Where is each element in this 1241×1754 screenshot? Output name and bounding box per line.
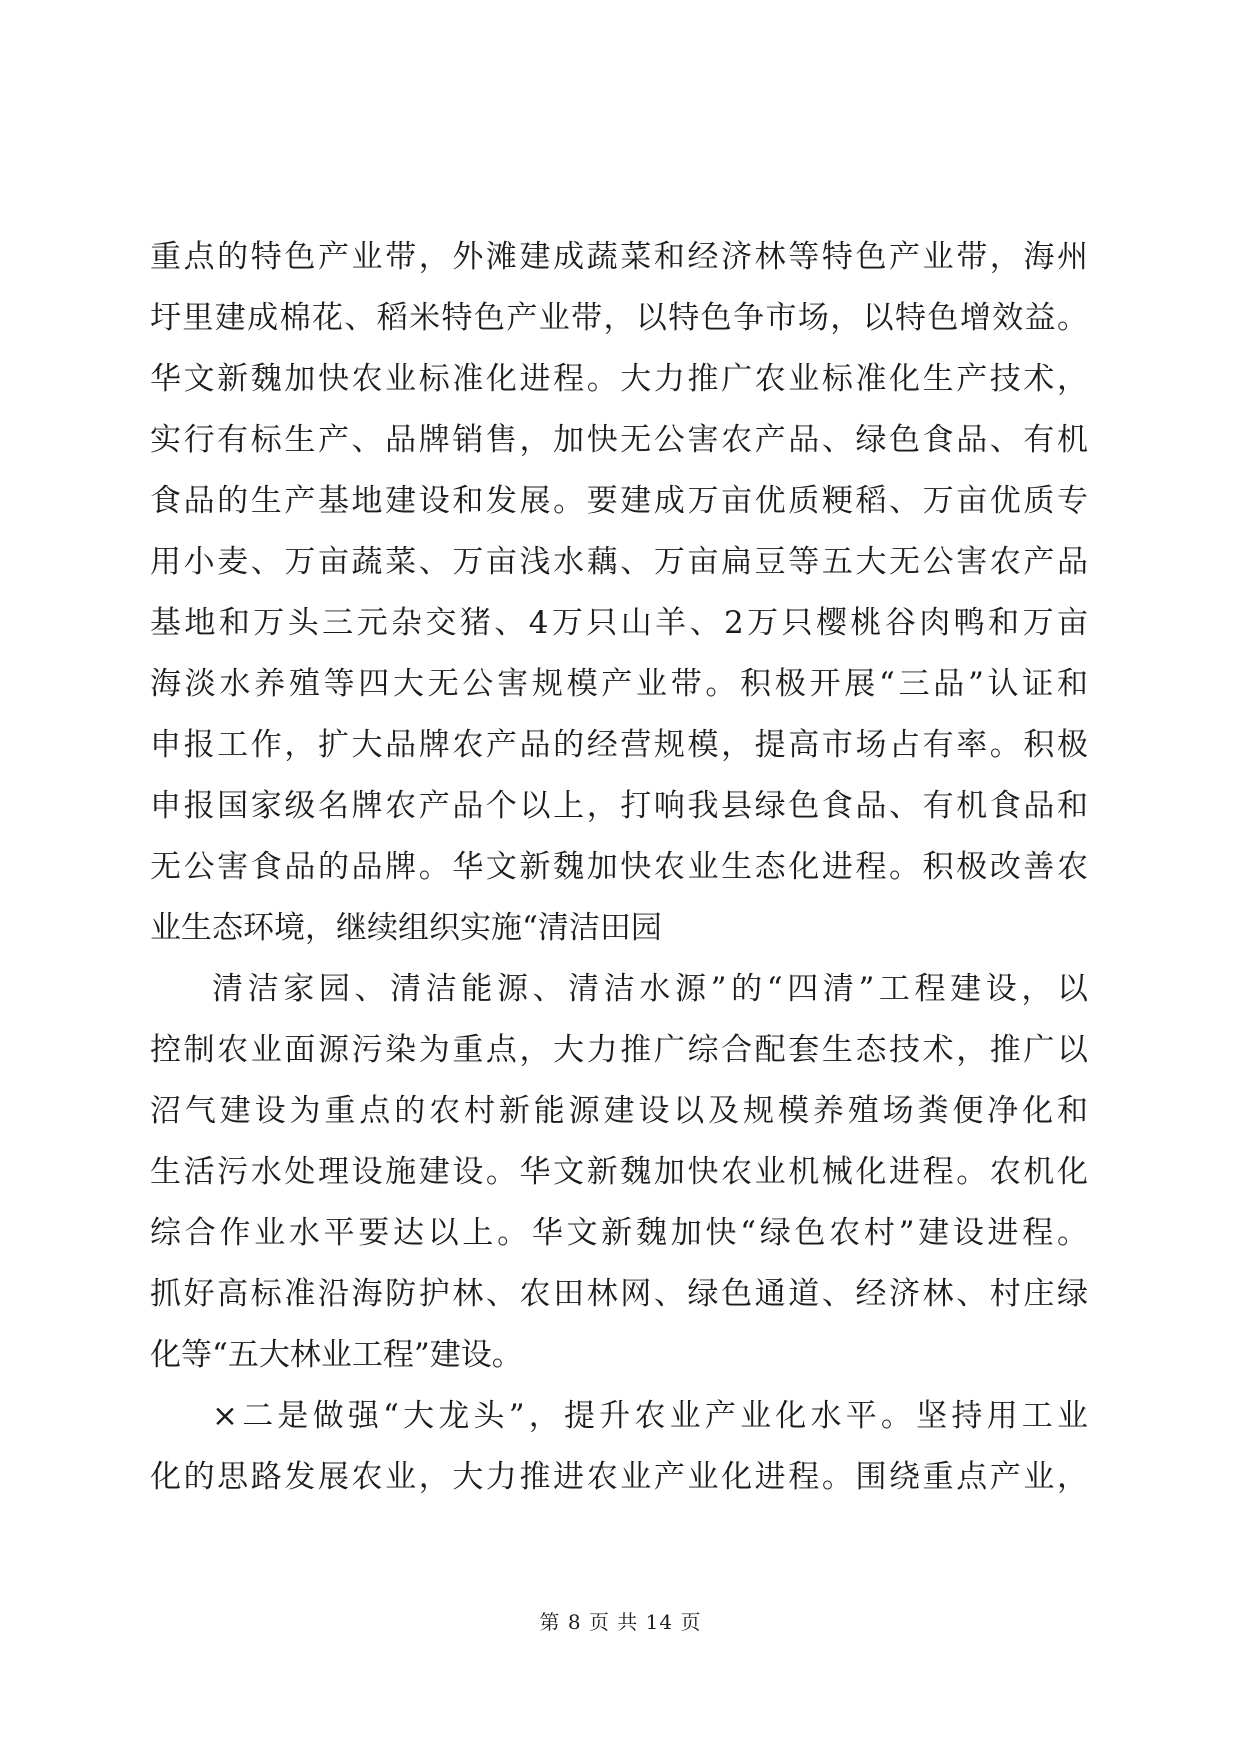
text-line: 业生态环境，继续组织实施“清洁田园 bbox=[150, 910, 662, 946]
text-line: 无公害食品的品牌。华文新魏加快农业生态化进程。积极改善农 bbox=[150, 849, 1088, 885]
text-line: 综合作业水平要达以上。华文新魏加快“绿色农村”建设进程。 bbox=[150, 1215, 1088, 1251]
text-line: 申报国家级名牌农产品个以上，打响我县绿色食品、有机食品和 bbox=[150, 788, 1088, 824]
text-line: 申报工作，扩大品牌农产品的经营规模，提高市场占有率。积极 bbox=[150, 727, 1088, 763]
text-line: 化的思路发展农业，大力推进农业产业化进程。围绕重点产业， bbox=[150, 1459, 1088, 1495]
page-number-footer: 第 8 页 共 14 页 bbox=[539, 1610, 702, 1634]
text-line: 海淡水养殖等四大无公害规模产业带。积极开展“三品”认证和 bbox=[150, 666, 1088, 702]
body-text bbox=[150, 227, 1088, 1508]
text-line: 控制农业面源污染为重点，大力推广综合配套生态技术，推广以 bbox=[150, 1032, 1088, 1068]
text-line: 圩里建成棉花、稻米特色产业带，以特色争市场，以特色增效益。 bbox=[150, 300, 1088, 336]
text-line: 生活污水处理设施建设。华文新魏加快农业机械化进程。农机化 bbox=[150, 1154, 1088, 1190]
text-line: 基地和万头三元杂交猪、4万只山羊、2万只樱桃谷肉鸭和万亩 bbox=[150, 605, 1088, 641]
paragraph-first-line: ×二是做强“大龙头”，提升农业产业化水平。坚持用工业 bbox=[212, 1398, 1088, 1434]
text-line: 化等“五大林业工程”建设。 bbox=[150, 1337, 523, 1373]
text-line: 华文新魏加快农业标准化进程。大力推广农业标准化生产技术， bbox=[150, 361, 1088, 397]
text-line: 沼气建设为重点的农村新能源建设以及规模养殖场粪便净化和 bbox=[150, 1093, 1088, 1129]
paragraph-first-line: 清洁家园、清洁能源、清洁水源”的“四清”工程建设，以 bbox=[212, 971, 1088, 1007]
text-line: 用小麦、万亩蔬菜、万亩浅水藕、万亩扁豆等五大无公害农产品 bbox=[150, 544, 1088, 580]
text-line: 食品的生产基地建设和发展。要建成万亩优质粳稻、万亩优质专 bbox=[150, 483, 1088, 519]
text-line: 重点的特色产业带，外滩建成蔬菜和经济林等特色产业带，海州 bbox=[150, 239, 1088, 275]
text-line: 抓好高标准沿海防护林、农田林网、绿色通道、经济林、村庄绿 bbox=[150, 1276, 1088, 1312]
text-line: 实行有标生产、品牌销售，加快无公害农产品、绿色食品、有机 bbox=[150, 422, 1088, 458]
